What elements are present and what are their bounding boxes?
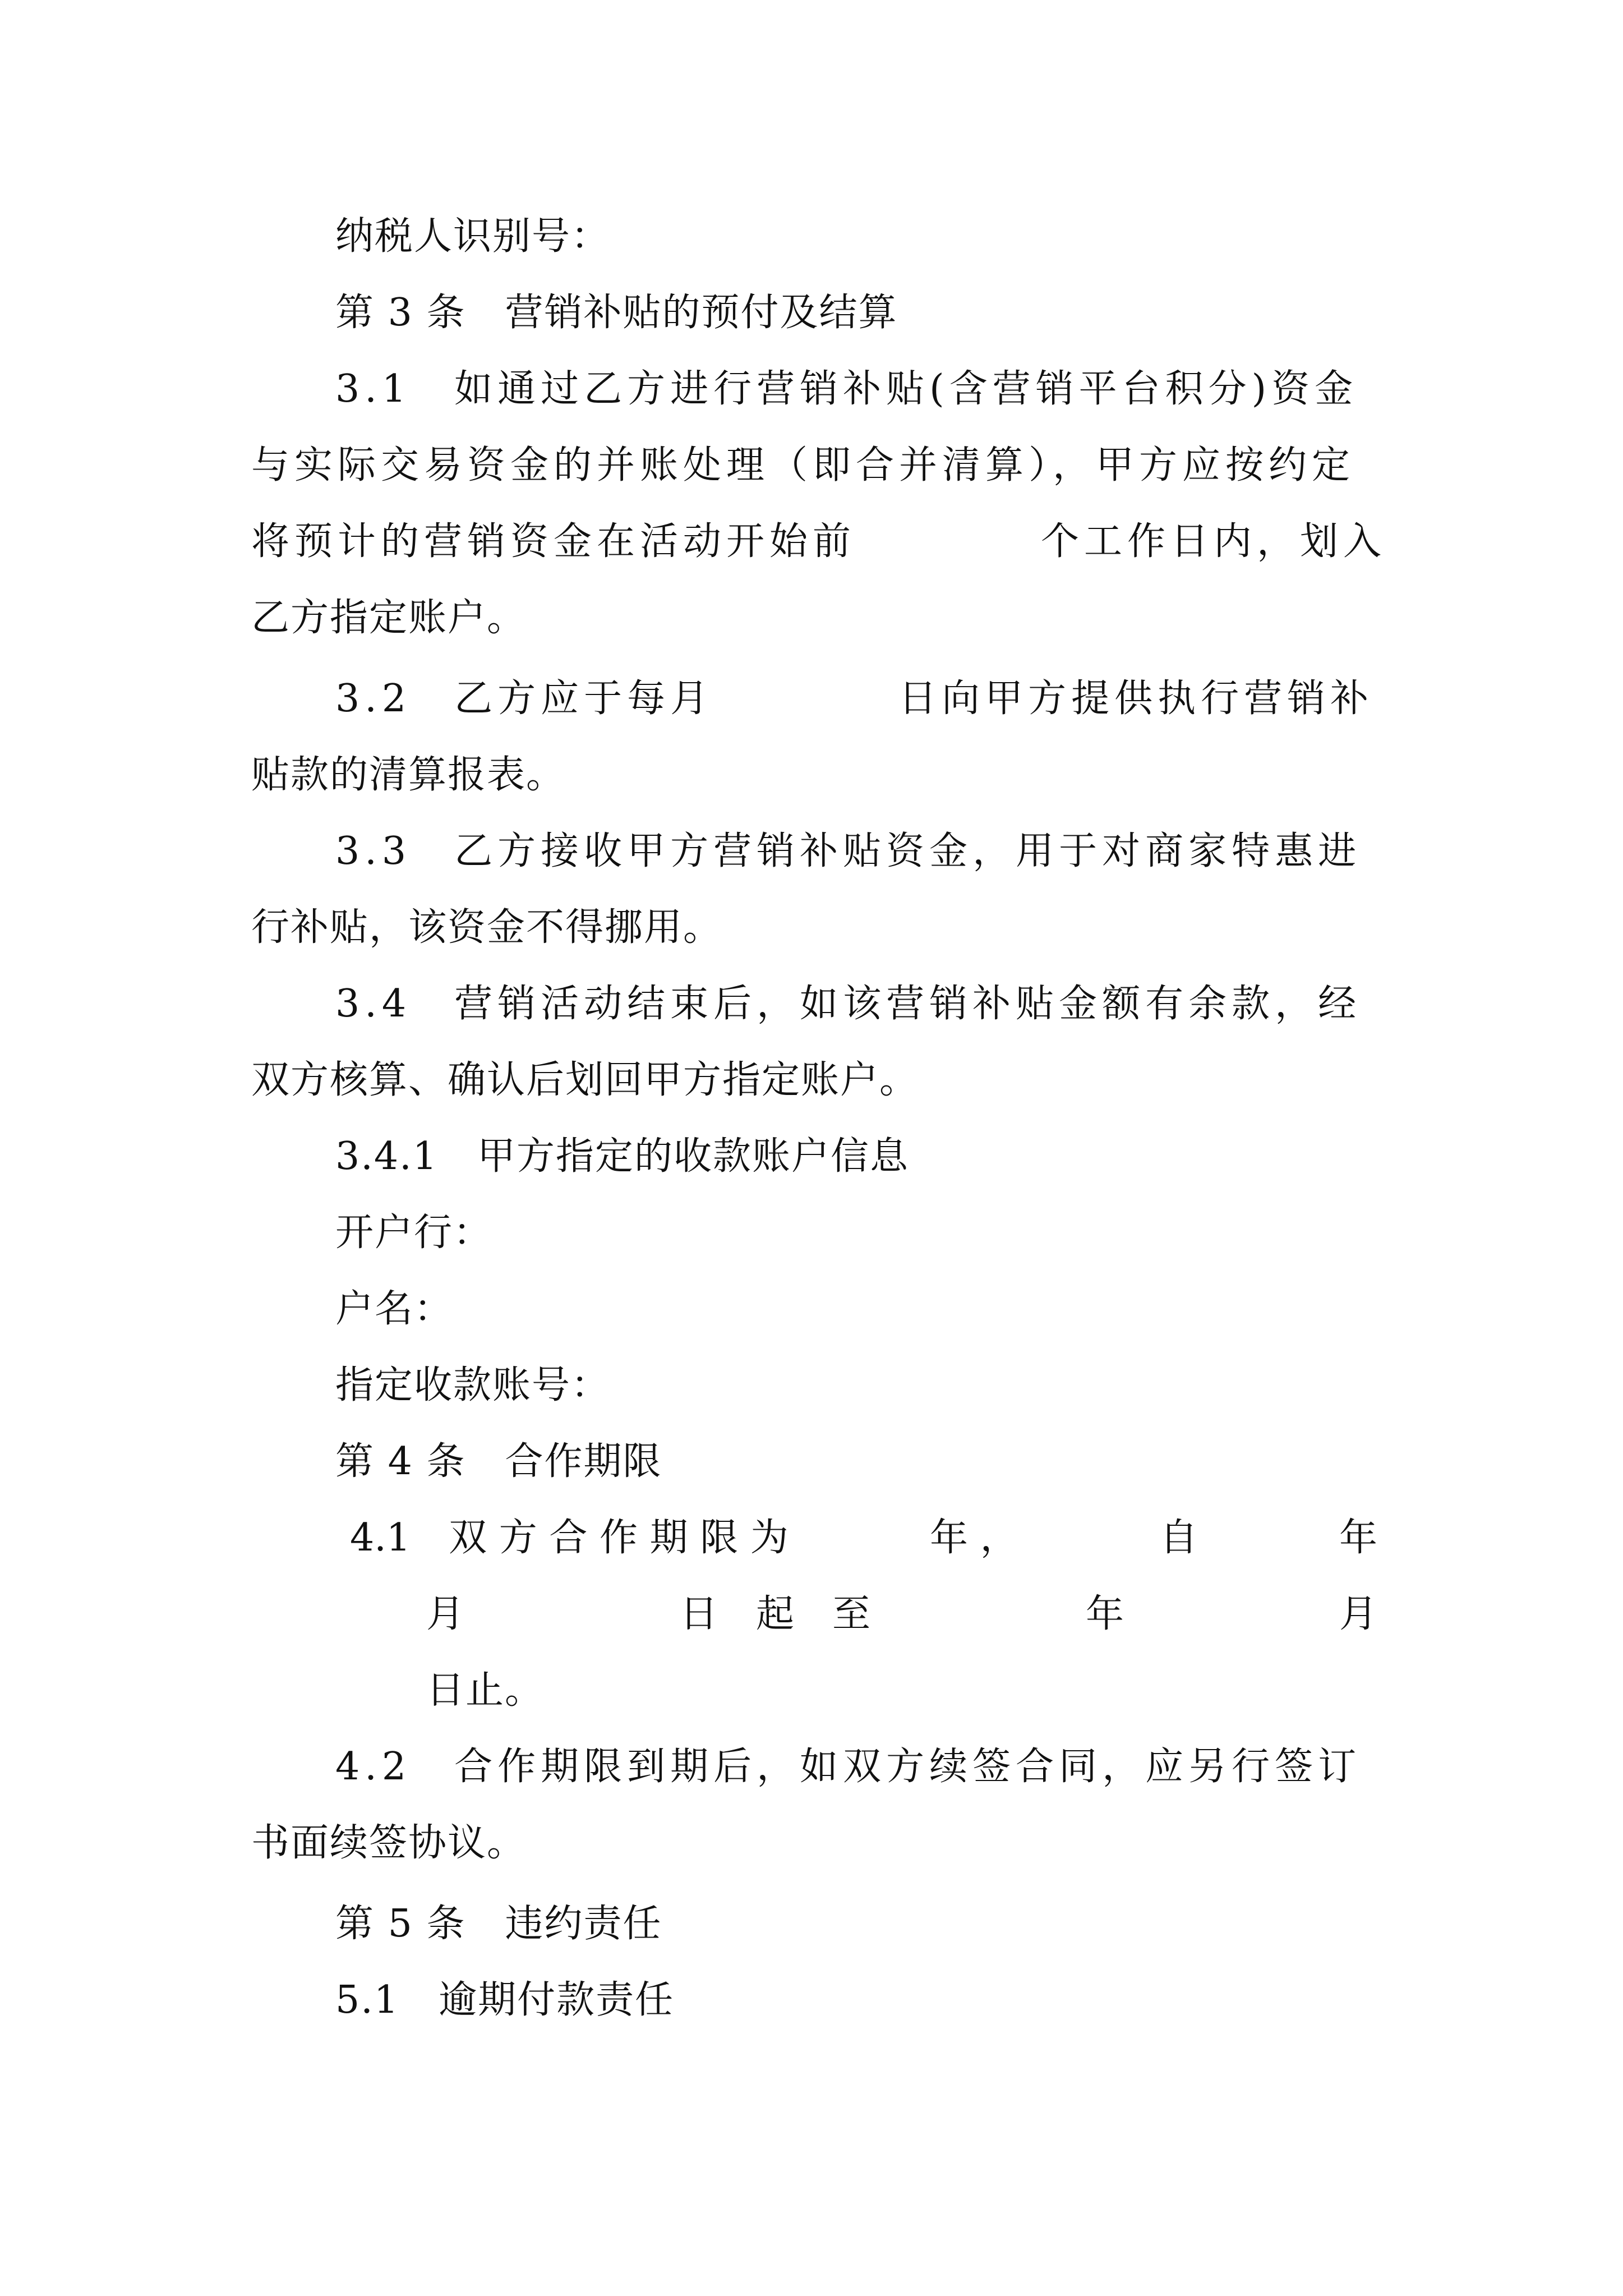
clause-4-1-line-2 (426, 1592, 1377, 1636)
clause-4-1-start-month: 月 (426, 1592, 465, 1636)
clause-4-1-end-month: 月 (1339, 1592, 1377, 1636)
clause-5-1: 5.1 逾期付款责任 (335, 1978, 675, 2022)
article-3-heading: 第 3 条 营销补贴的预付及结算 (335, 291, 898, 335)
clause-3-2-line-2: 贴款的清算报表。 (251, 753, 566, 797)
taxpayer-id-label: 纳税人识别号： (335, 214, 611, 259)
bank-name-label: 开户行： (335, 1211, 493, 1255)
account-number-label: 指定收款账号： (335, 1363, 611, 1407)
clause-3-2-text-before-blank: 3.2 乙方应于每月 (335, 677, 714, 721)
clause-4-2-line-2: 书面续签协议。 (251, 1821, 527, 1865)
clause-3-1-line-4: 乙方指定账户。 (251, 596, 527, 640)
clause-4-1-from: 自 (1159, 1516, 1198, 1560)
clause-4-1-line-3: 日止。 (426, 1668, 545, 1713)
clause-3-4-line-2: 双方核算、确认后划回甲方指定账户。 (251, 1058, 919, 1102)
clause-3-3-line-2: 行补贴，该资金不得挪用。 (251, 905, 723, 950)
clause-4-1-start-day-to: 日 起 至 (679, 1592, 870, 1636)
clause-4-1-text: 4.1 双 方 合 作 期 限 为 (350, 1516, 789, 1560)
clause-4-2-line-1: 4.2 合作期限到期后，如双方续签合同，应另行签订 (335, 1745, 1362, 1789)
clause-3-1-text-before-blank: 将预计的营销资金在活动开始前 (251, 519, 856, 564)
clause-3-1-line-2: 与实际交易资金的并账处理（即合并清算），甲方应按约定 (251, 443, 1355, 487)
article-5-heading: 第 5 条 违约责任 (335, 1902, 662, 1946)
clause-3-1-text-after-blank: 个工作日内，划入 (1041, 519, 1387, 564)
clause-3-2-text-after-blank: 日向甲方提供执行营销补 (898, 677, 1374, 721)
clause-3-1-line-3 (251, 519, 1387, 564)
clause-3-1-line-1: 3.1 如通过乙方进行营销补贴(含营销平台积分)资金 (335, 367, 1358, 411)
clause-4-1-start-year: 年 (1339, 1516, 1377, 1560)
clause-3-4-1: 3.4.1 甲方指定的收款账户信息 (335, 1134, 910, 1179)
article-4-heading: 第 4 条 合作期限 (335, 1439, 662, 1484)
clause-4-1-end-year: 年 (1085, 1592, 1124, 1636)
clause-4-1-line-1 (350, 1516, 1377, 1560)
clause-3-4-line-1: 3.4 营销活动结束后，如该营销补贴金额有余款，经 (335, 982, 1362, 1026)
clause-3-3-line-1: 3.3 乙方接收甲方营销补贴资金，用于对商家特惠进 (335, 829, 1362, 873)
clause-3-2-line-1 (335, 677, 1374, 721)
account-name-label: 户名： (335, 1287, 454, 1331)
clause-4-1-years: 年 ， (930, 1516, 1018, 1560)
